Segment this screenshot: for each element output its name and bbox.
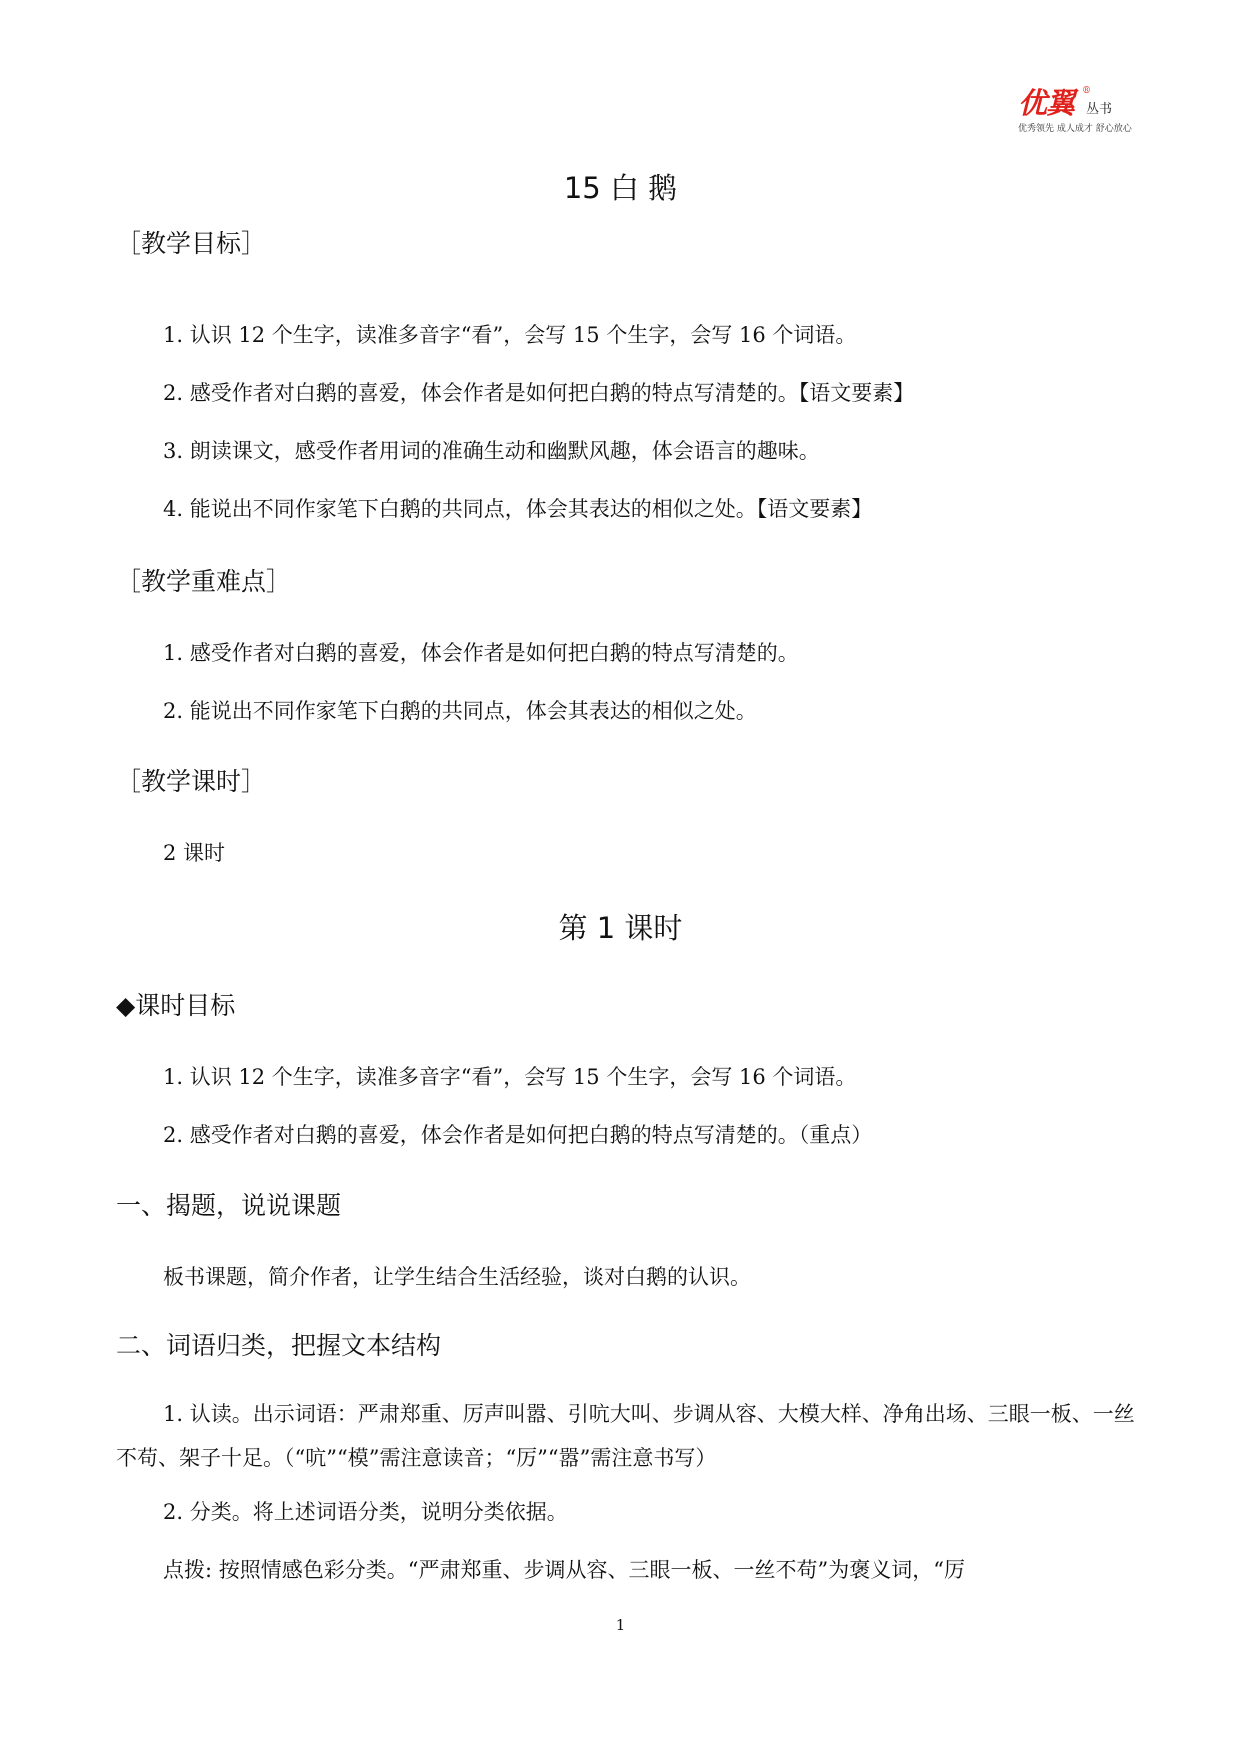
lesson-goal-item: 2. 感受作者对白鹅的喜爱，体会作者是如何把白鹅的特点写清楚的。（重点） bbox=[163, 1123, 873, 1147]
page-title: 15 白 鹅 bbox=[563, 171, 678, 205]
goal-item: 3. 朗读课文，感受作者用词的准确生动和幽默风趣，体会语言的趣味。 bbox=[163, 439, 820, 463]
goal-item: 4. 能说出不同作家笔下白鹅的共同点，体会其表达的相似之处。【语文要素】 bbox=[163, 497, 873, 521]
goal-item: 2. 感受作者对白鹅的喜爱，体会作者是如何把白鹅的特点写清楚的。【语文要素】 bbox=[163, 381, 915, 405]
logo-tagline: 优秀领先 成人成才 舒心放心 bbox=[1018, 124, 1132, 134]
publisher-logo bbox=[1018, 88, 1136, 136]
hours-value: 2 课时 bbox=[163, 841, 226, 865]
lesson-title: 第 1 课时 bbox=[558, 911, 683, 945]
key-point-item: 2. 能说出不同作家笔下白鹅的共同点，体会其表达的相似之处。 bbox=[163, 699, 757, 723]
part1-text: 板书课题，简介作者，让学生结合生活经验，谈对白鹅的认识。 bbox=[163, 1265, 751, 1289]
key-point-item: 1. 感受作者对白鹅的喜爱，体会作者是如何把白鹅的特点写清楚的。 bbox=[163, 641, 799, 665]
lesson-goals-heading: ◆课时目标 bbox=[116, 991, 236, 1020]
section-heading-hours: ［教学课时］ bbox=[116, 767, 267, 796]
part2-paragraph: 点拨: 按照情感色彩分类。“严肃郑重、步调从容、三眼一板、一丝不苟”为褒义词，“厉 bbox=[163, 1558, 965, 1582]
section-heading-goals: ［教学目标］ bbox=[116, 229, 267, 258]
section-heading-key-points: ［教学重难点］ bbox=[116, 567, 292, 596]
logo-series-label: 丛书 bbox=[1086, 102, 1113, 117]
part1-heading: 一、揭题，说说课题 bbox=[116, 1191, 342, 1220]
goal-item: 1. 认识 12 个生字，读准多音字“看”，会写 15 个生字，会写 16 个词语。 bbox=[163, 323, 857, 347]
lesson-goal-item: 1. 认识 12 个生字，读准多音字“看”，会写 15 个生字，会写 16 个词语。 bbox=[163, 1065, 857, 1089]
page-number: 1 bbox=[615, 1616, 626, 1634]
part2-paragraph: 1. 认读。出示词语：严肃郑重、厉声叫嚣、引吭大叫、步调从容、大模大样、净角出场、三眼一板、一丝不苟、架子十足。（“吭”“模”需注意读音；“厉”“嚣”需注意书写） bbox=[116, 1402, 1135, 1470]
part2-paragraph: 2. 分类。将上述词语分类，说明分类依据。 bbox=[163, 1500, 568, 1524]
registered-mark: ® bbox=[1082, 86, 1091, 96]
part2-heading: 二、词语归类，把握文本结构 bbox=[116, 1331, 442, 1360]
logo-mark: 优翼 bbox=[1018, 86, 1075, 120]
